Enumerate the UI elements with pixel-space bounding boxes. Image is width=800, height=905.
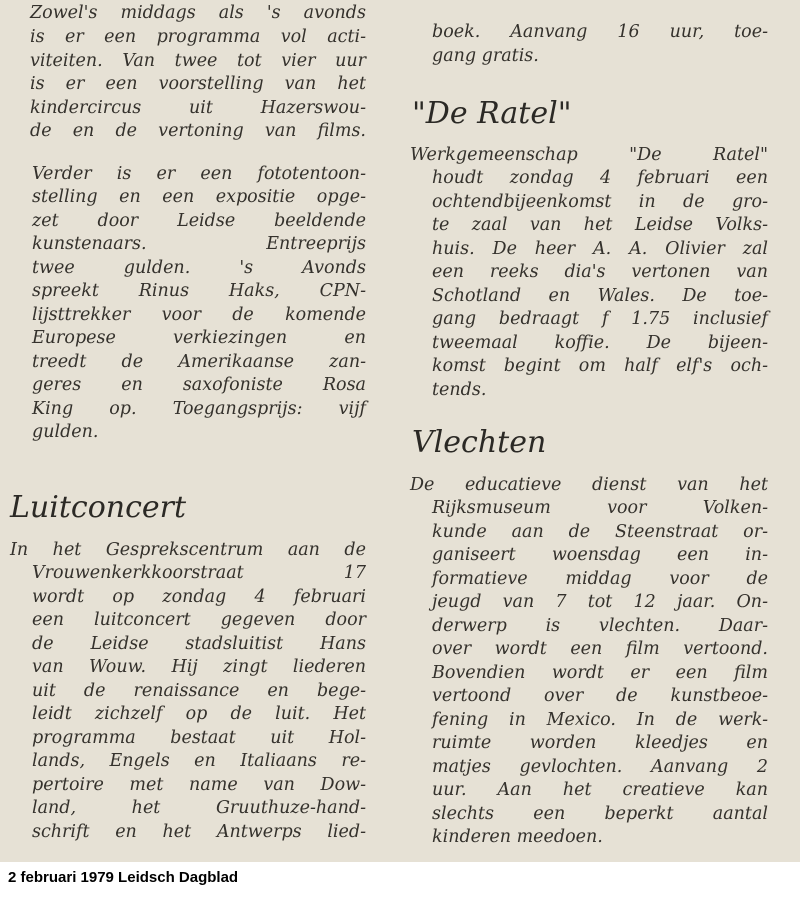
- paragraph-line: twee gulden. 's Avonds: [32, 258, 366, 278]
- article-line: Schotland en Wales. De toe-: [432, 286, 768, 306]
- clipping-caption: 2 februari 1979 Leidsch Dagblad: [8, 869, 239, 886]
- article-line: kunde aan de Steenstraat or-: [432, 522, 768, 542]
- article-line: land, het Gruuthuze-hand-: [32, 798, 366, 818]
- article-line: In het Gesprekscentrum aan de: [10, 540, 366, 560]
- article-line: te zaal van het Leidse Volks-: [432, 215, 768, 235]
- article-line: schrift en het Antwerps lied-: [32, 822, 366, 842]
- article-line: Werkgemeenschap "De Ratel": [410, 145, 768, 165]
- paragraph-line: stelling en een expositie opge-: [32, 187, 366, 207]
- article-line: leidt zichzelf op de luit. Het: [32, 704, 366, 724]
- intro-line: de en de vertoning van films.: [30, 121, 366, 141]
- article-line: gang bedraagt f 1.75 inclusief: [432, 309, 768, 329]
- paragraph-line: King op. Toegangsprijs: vijf: [32, 399, 366, 419]
- article-line: jeugd van 7 tot 12 jaar. On-: [432, 592, 768, 612]
- paragraph-line: gulden.: [32, 422, 99, 442]
- article-line: vertoond over de kunstbeoe-: [432, 686, 768, 706]
- article-line: Bovendien wordt er een film: [432, 663, 768, 683]
- article-line: de Leidse stadsluitist Hans: [32, 634, 366, 654]
- paragraph-line: lijsttrekker voor de komende: [32, 305, 366, 325]
- paragraph-line: Verder is er een fototentoon-: [32, 164, 366, 184]
- article-line: wordt op zondag 4 februari: [32, 587, 366, 607]
- intro-line: kindercircus uit Hazerswou-: [30, 98, 366, 118]
- article-line: ruimte worden kleedjes en: [432, 733, 768, 753]
- article-line: slechts een beperkt aantal: [432, 804, 768, 824]
- article-line: lands, Engels en Italiaans re-: [32, 751, 366, 771]
- article-line: houdt zondag 4 februari een: [432, 168, 768, 188]
- article-line: uit de renaissance en bege-: [32, 681, 366, 701]
- article-line: programma bestaat uit Hol-: [32, 728, 366, 748]
- paragraph-line: geres en saxofoniste Rosa: [32, 375, 366, 395]
- article-line: over wordt een film vertoond.: [432, 639, 768, 659]
- article-line: komst begint om half elf's och-: [432, 356, 768, 376]
- paragraph-line: Europese verkiezingen en: [32, 328, 366, 348]
- article-line: matjes gevlochten. Aanvang 2: [432, 757, 768, 777]
- intro-line: viteiten. Van twee tot vier uur: [30, 51, 366, 71]
- article-line: een luitconcert gegeven door: [32, 610, 366, 630]
- article-line: van Wouw. Hij zingt liederen: [32, 657, 366, 677]
- article-line: kinderen meedoen.: [432, 827, 603, 847]
- paragraph-line: treedt de Amerikaanse zan-: [32, 352, 366, 372]
- intro-line: is er een voorstelling van het: [30, 74, 366, 94]
- article-line: derwerp is vlechten. Daar-: [432, 616, 768, 636]
- article-line: uur. Aan het creatieve kan: [432, 780, 768, 800]
- continuation-line: gang gratis.: [432, 46, 539, 66]
- paragraph-line: spreekt Rinus Haks, CPN-: [32, 281, 366, 301]
- article-line: Rijksmuseum voor Volken-: [432, 498, 768, 518]
- paragraph-line: kunstenaars. Entreeprijs: [32, 234, 366, 254]
- section-heading-luitconcert: Luitconcert: [10, 490, 187, 525]
- article-line: Vrouwenkerkkoorstraat 17: [32, 563, 366, 583]
- article-line: De educatieve dienst van het: [410, 475, 768, 495]
- article-line: een reeks dia's vertonen van: [432, 262, 768, 282]
- continuation-line: boek. Aanvang 16 uur, toe-: [432, 22, 768, 42]
- article-line: huis. De heer A. A. Olivier zal: [432, 239, 768, 259]
- paragraph-line: zet door Leidse beeldende: [32, 211, 366, 231]
- section-heading-de-ratel: "De Ratel": [412, 96, 572, 131]
- article-line: tends.: [432, 380, 487, 400]
- article-line: pertoire met name van Dow-: [32, 775, 366, 795]
- article-line: ganiseert woensdag een in-: [432, 545, 768, 565]
- article-line: ochtendbijeenkomst in de gro-: [432, 192, 768, 212]
- article-line: tweemaal koffie. De bijeen-: [432, 333, 768, 353]
- section-heading-vlechten: Vlechten: [412, 425, 547, 460]
- intro-line: is er een programma vol acti-: [30, 27, 366, 47]
- article-line: fening in Mexico. In de werk-: [432, 710, 768, 730]
- article-line: formatieve middag voor de: [432, 569, 768, 589]
- intro-line: Zowel's middags als 's avonds: [30, 3, 366, 23]
